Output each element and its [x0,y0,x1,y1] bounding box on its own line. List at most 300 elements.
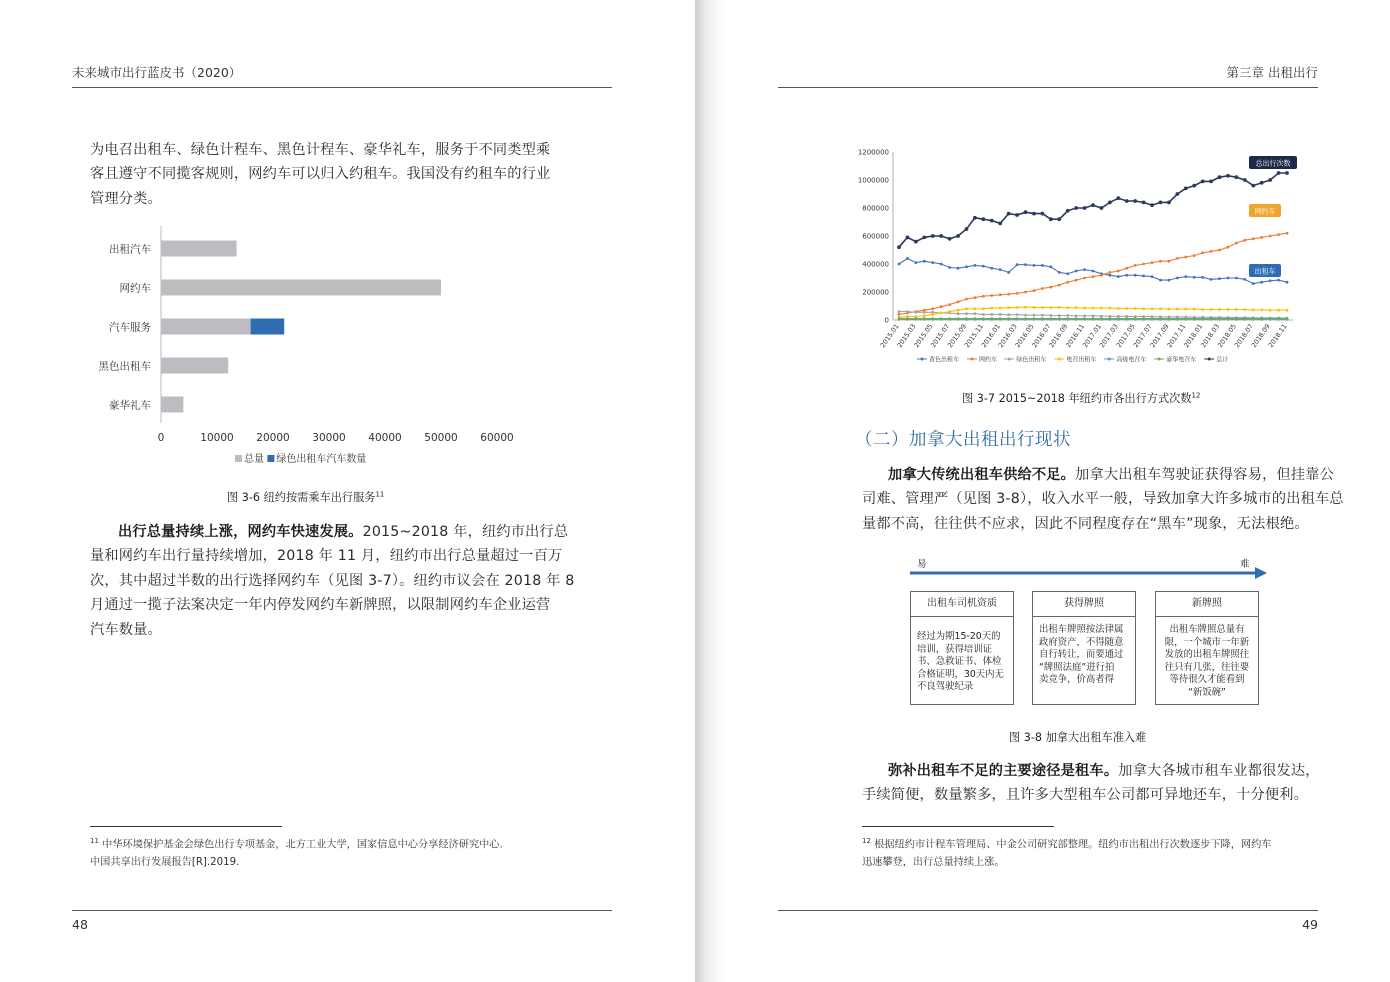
data-point [1168,279,1171,282]
data-point [1184,275,1187,278]
data-point [1175,192,1179,196]
data-point [998,222,1002,226]
x-tick-label: 60000 [480,432,514,444]
text-line: 汽车数量。 [90,621,162,638]
footnote-line: 中国共享出行发展报告[R].2019. [90,857,240,869]
data-point [1159,260,1162,263]
data-point [931,318,934,321]
data-point [914,240,918,244]
data-point [965,307,968,310]
box-line: 往只有几张，往往要 [1164,661,1250,673]
data-point [1210,278,1213,281]
data-point [914,261,917,264]
category-label: 出租汽车 [109,243,151,256]
box-title: 获得牌照 [1033,592,1135,617]
legend-label: 黄色出租车 [929,356,960,364]
data-point [1016,318,1019,321]
box-line: 发放的出租车牌照往 [1164,649,1250,661]
x-tick-label: 2016.07 [1030,322,1053,350]
series-callout-label: 出租车 [1254,267,1276,276]
bar-green-taxi [251,319,285,335]
box-line: 卖竞争，价高者得 [1039,674,1115,686]
data-point [1159,279,1162,282]
box-line: 限，一个城市一年新 [1164,636,1250,648]
data-point [1049,265,1052,268]
footnote-marker: 11 [90,837,99,845]
data-point [1269,279,1272,282]
new-license-box [1155,591,1259,705]
x-tick-label: 2018.11 [1266,322,1289,350]
data-point [982,307,985,310]
data-point [1142,275,1145,278]
data-point [1201,276,1204,279]
data-point [1133,199,1137,203]
data-point [999,318,1002,321]
legend-label: 绿色出租车汽车数量 [276,454,367,465]
data-point [931,313,934,316]
x-tick-label: 10000 [200,432,234,444]
data-point [922,236,926,240]
data-point [965,312,968,315]
data-point [957,318,960,321]
caption-footnote-marker: 11 [375,490,385,499]
y-tick-label: 200000 [862,288,889,297]
data-point [1235,318,1238,321]
hard-label: 难 [1240,559,1250,570]
data-point [956,234,960,238]
text-line: 出行总量持续上涨，网约车快速发展。2015~2018 年，纽约市出行总 [118,524,569,540]
data-point [1049,286,1052,289]
line-chart [855,142,1315,372]
page-number: 48 [72,917,88,932]
data-point [1092,275,1095,278]
data-point [1083,277,1086,280]
data-point [1269,309,1272,312]
figure-caption [962,390,1200,406]
data-point [1201,318,1204,321]
data-point [1176,277,1179,280]
data-point [1007,318,1010,321]
box-line: 经过为期15-20天的 [917,631,1001,642]
x-tick-label: 2017.01 [1081,322,1104,350]
data-point [1066,209,1070,213]
y-tick-label: 1200000 [857,148,889,157]
data-point [940,312,943,315]
y-tick-label: 600000 [862,232,889,241]
data-point [1049,314,1052,317]
data-point [1252,237,1255,240]
data-point [1159,307,1162,310]
box-body [1156,617,1258,700]
data-point [957,267,960,270]
box-line: “牌照法庭”进行拍 [1039,661,1115,673]
legend-label: 总量 [244,454,264,465]
y-tick-label: 1000000 [857,176,889,185]
category-label: 汽车服务 [109,321,151,334]
data-point [1117,270,1120,273]
data-point [1201,180,1205,184]
data-point [973,216,977,220]
data-point [1016,263,1019,266]
data-point [1168,308,1171,311]
footnote-line: $^{12}$ 根据纽约市计程车管理局、中金公司研究部整理。纽约市出租出行次数逐步下降，网约车 [862,837,1272,851]
data-point [1260,309,1263,312]
data-point [940,305,943,308]
data-point [1269,318,1272,321]
data-point [990,219,994,223]
data-point [1277,279,1280,282]
data-point [1117,275,1120,278]
data-point [1066,272,1069,275]
data-point [1041,287,1044,290]
data-point [1057,217,1061,221]
data-point [931,307,934,310]
data-point [1108,271,1111,274]
footnote-rule [862,826,1054,827]
data-point [898,313,901,316]
data-point [1108,201,1112,205]
data-point [974,312,977,315]
box-line: 培训，获得培训证 [917,643,993,655]
box-line: “新饭碗” [1188,686,1226,698]
data-point [940,318,943,321]
data-point [999,307,1002,310]
data-point [1210,318,1213,321]
data-point [1142,318,1145,321]
data-point [939,234,943,238]
box-line: 出租车牌照总量有 [1169,624,1245,635]
data-point [1235,242,1238,245]
data-point [1033,264,1036,267]
data-point [1193,254,1196,257]
legend-label: 网约车 [979,356,998,364]
data-point [999,268,1002,271]
x-tick-label: 30000 [312,432,346,444]
data-point [1159,201,1163,205]
category-label: 豪华礼车 [109,399,151,412]
data-point [1151,275,1154,278]
data-point [1184,308,1187,311]
data-point [1100,315,1103,318]
data-point [1286,318,1289,321]
data-point [1075,279,1078,282]
data-point [1260,318,1263,321]
series-callout-label: 总出行次数 [1255,159,1291,168]
x-tick-label: 2016.05 [1013,322,1036,350]
data-point [1286,232,1289,235]
data-point [1024,318,1027,321]
legend-label: 豪华电召车 [1166,356,1197,364]
footnote-line: 迅速攀登，出行总量持续上涨。 [862,857,1005,869]
data-point [1184,256,1187,259]
x-tick-label: 2015.07 [929,322,952,350]
data-point [1151,261,1154,264]
x-tick-label: 2015.11 [963,322,985,350]
data-point [897,245,901,249]
x-tick-label: 2017.03 [1097,322,1120,350]
data-point [1041,318,1044,321]
data-point [1227,318,1230,321]
data-point [1252,318,1255,321]
data-point [906,310,909,313]
data-point [1277,318,1280,321]
bar-total [161,397,183,413]
data-point [1125,307,1128,310]
bar-total [161,358,228,374]
data-point [1260,236,1263,239]
data-point [1277,233,1280,236]
data-point [1168,318,1171,321]
data-point [1058,318,1061,321]
paragraph-lead: 弥补出租车不足的主要途径是租车。 [888,763,1119,779]
data-point [1074,206,1078,210]
data-point [906,257,909,260]
data-point [1083,314,1086,317]
legend-label: 电召出租车 [1066,356,1097,364]
footer-rule [778,910,1318,911]
data-point [1075,318,1078,321]
data-point [1007,271,1010,274]
page-number: 49 [1302,917,1318,932]
data-point [914,318,917,321]
data-point [1277,309,1280,312]
data-point [1075,314,1078,317]
x-tick-label: 2015.01 [878,322,901,350]
data-point [898,263,901,266]
footnote [862,832,1271,872]
data-point [1116,196,1120,200]
data-point [974,296,977,299]
data-point [1251,184,1255,188]
legend-label: 总计 [1216,356,1229,364]
header-rule [778,87,1318,88]
right-page [695,0,1390,982]
data-point [1286,281,1289,284]
data-point [1100,307,1103,310]
data-point [990,267,993,270]
running-header: 未来城市出行蓝皮书（2020） [72,65,242,80]
data-point [999,293,1002,296]
data-point [1049,318,1052,321]
data-point [1024,314,1027,317]
data-point [1201,308,1204,311]
data-point [974,318,977,321]
data-point [948,303,951,306]
data-point [1226,174,1230,178]
data-point [1234,175,1238,179]
data-point [1058,306,1061,309]
data-point [965,298,968,301]
data-point [1235,277,1238,280]
box-line: 出租车牌照按法律属 [1039,624,1124,635]
data-point [898,318,901,321]
data-point [1041,306,1044,309]
data-point [1015,213,1019,217]
data-point [957,309,960,312]
data-point [1252,282,1255,285]
data-point [1286,309,1289,312]
data-point [1167,201,1171,205]
data-point [1227,308,1230,311]
data-point [1125,274,1128,277]
data-point [931,234,935,238]
data-point [1058,314,1061,317]
box-body [911,617,1013,694]
body-paragraph [862,759,1320,808]
data-point [1260,281,1263,284]
x-tick-label: 40000 [368,432,402,444]
data-point [1184,187,1188,191]
bar-chart [80,222,540,474]
data-point [931,261,934,264]
data-point [1235,308,1238,311]
data-point [1184,318,1187,321]
box-line: 自行转让，而要通过 [1039,649,1124,661]
box-title: 出租车司机资质 [911,592,1013,617]
data-point [1007,306,1010,309]
data-point [1243,178,1247,182]
data-point [948,266,951,269]
figure-caption: 图 3-8 加拿大出租车准入难 [1009,731,1147,744]
data-point [1033,289,1036,292]
series-callout-label: 网约车 [1254,207,1276,216]
data-point [1168,260,1171,263]
data-point [1252,309,1255,312]
text-line: 次，其中超过半数的出行选择网约车（见图 3-7）。纽约市议会在 2018 年 8 [90,572,575,589]
x-tick-label: 2018.03 [1199,322,1222,350]
data-point [1108,274,1111,277]
footnote [90,832,503,872]
data-point [1176,257,1179,260]
data-point [1032,212,1036,216]
data-point [948,237,952,241]
data-point [906,236,910,240]
data-point [1218,175,1222,179]
bar-total [161,241,237,257]
header-rule [72,87,612,88]
data-point [1075,306,1078,309]
data-point [1151,318,1154,321]
x-tick-label: 2017.05 [1114,322,1137,350]
legend-marker [1208,358,1211,361]
bar-total [161,280,441,296]
data-point [1134,274,1137,277]
data-point [1100,318,1103,321]
data-point [1092,314,1095,317]
legend-marker [921,358,924,361]
footnote-marker: 12 [862,837,871,845]
data-point [1108,318,1111,321]
paragraph-lead: 加拿大传统出租车供给不足。 [888,467,1076,483]
data-point [1040,212,1044,216]
data-point [906,318,909,321]
data-point [1058,271,1061,274]
data-point [982,295,985,298]
data-point [990,307,993,310]
data-point [898,310,901,313]
category-label: 网约车 [119,282,151,295]
data-point [923,311,926,314]
data-point [1134,264,1137,267]
data-point [990,294,993,297]
data-point [1193,308,1196,311]
data-point [1218,249,1221,252]
data-point [1176,318,1179,321]
data-point [1268,178,1272,182]
data-point [1218,277,1221,280]
data-point [1016,306,1019,309]
legend-marker [971,358,974,361]
legend-swatch [235,455,242,462]
data-point [1218,308,1221,311]
data-point [1243,278,1246,281]
data-point [1159,318,1162,321]
y-tick-label: 400000 [862,260,889,269]
box-body [1033,617,1135,687]
data-point [1125,318,1128,321]
x-tick-label: 2015.05 [912,322,935,350]
data-point [1007,293,1010,296]
legend-marker [1008,358,1011,361]
data-point [1260,181,1264,185]
data-point [1007,212,1011,216]
data-point [923,260,926,263]
x-tick-label: 2018.07 [1232,322,1255,350]
category-label: 黑色出租车 [98,360,151,373]
data-point [1209,180,1213,184]
text-line: 手续简便，数量繁多，且许多大型租车公司都可异地还车，十分便利。 [862,787,1309,804]
data-point [948,318,951,321]
data-point [1142,201,1146,205]
data-point [1083,268,1086,271]
x-tick-label: 2016.11 [1064,322,1087,350]
data-point [940,263,943,266]
data-point [1243,318,1246,321]
data-point [1134,307,1137,310]
data-point [1125,199,1129,203]
data-point [948,310,951,313]
data-point [1210,250,1213,253]
text-line: 为电召出租车、绿色计程车、黑色计程车、豪华礼车，服务于不同类型乘 [90,142,551,158]
x-tick-label: 2015.09 [946,322,969,350]
data-point [1218,318,1221,321]
x-tick-label: 2018.01 [1182,322,1205,350]
data-point [1243,239,1246,242]
running-header: 第三章 出租出行 [1226,65,1318,80]
legend-label: 绿色出租车 [1016,356,1047,364]
data-point [974,307,977,310]
text-line: 加拿大传统出租车供给不足。加拿大出租车驾驶证获得容易，但挂靠公 [888,467,1335,483]
data-point [990,313,993,316]
caption-footnote-marker: 12 [1191,391,1201,400]
x-tick-label: 0 [157,432,165,444]
data-point [1024,306,1027,309]
x-tick-label: 2016.03 [996,322,1019,350]
data-point [957,312,960,315]
data-point [1142,307,1145,310]
data-point [1049,217,1053,221]
x-tick-label: 2016.09 [1047,322,1070,350]
text-line: 月通过一揽子法案决定一年内停发网约车新牌照，以限制网约车企业运营 [90,597,551,614]
data-point [999,313,1002,316]
data-point [1092,307,1095,310]
driver-qualification-box [910,591,1014,705]
data-point [1150,203,1154,207]
x-tick-label: 2017.11 [1165,322,1188,350]
data-point [1007,313,1010,316]
text-line: 量和网约车出行量持续增加，2018 年 11 月，纽约市出行总量超过一百万 [90,548,563,565]
x-tick-label: 2015.03 [895,322,918,350]
